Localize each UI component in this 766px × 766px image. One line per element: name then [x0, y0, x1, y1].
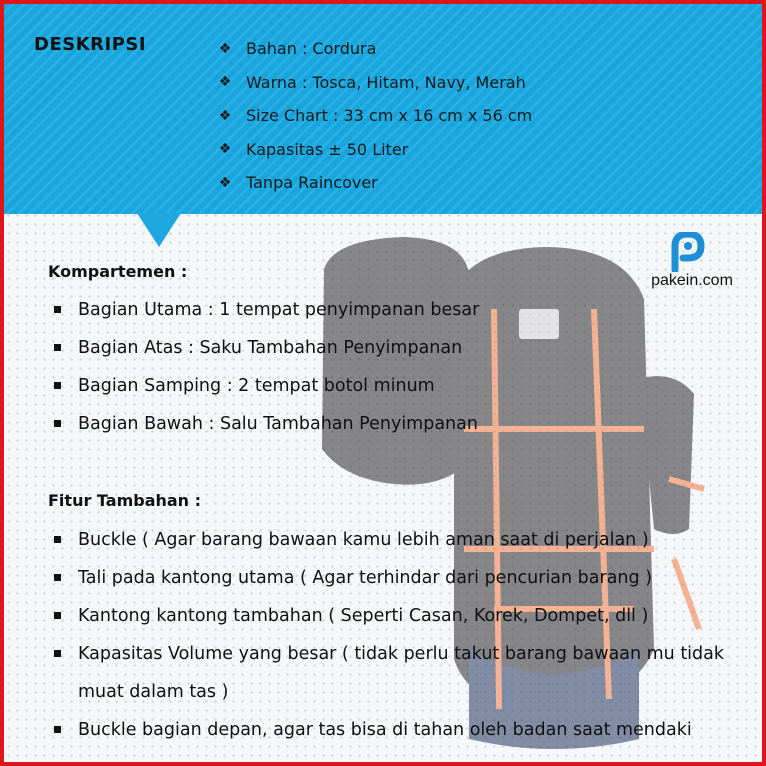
diamond-bullet-icon: ❖ — [218, 141, 232, 158]
fitur-list — [48, 521, 758, 749]
list-item: Bagian Bawah : Salu Tambahan Penyimpanan — [48, 405, 479, 443]
list-item: Bagian Atas : Saku Tambahan Penyimpanan — [48, 329, 479, 367]
list-item: Buckle ( Agar barang bawaan kamu lebih aman saat di perjalan ) — [48, 521, 758, 559]
list-item: Tali pada kantong utama ( Agar terhindar dari pencurian barang ) — [48, 559, 758, 597]
square-bullet-icon — [54, 382, 61, 389]
pakein-logo-icon — [667, 232, 707, 272]
spec-item: ❖ Bahan : Cordura — [216, 32, 532, 66]
square-bullet-icon — [54, 726, 61, 733]
spec-item: ❖ Kapasitas ± 50 Liter — [216, 133, 532, 167]
diamond-bullet-icon: ❖ — [218, 40, 232, 57]
spec-item: ❖ Tanpa Raincover — [216, 166, 532, 200]
kompartemen-list — [48, 291, 479, 443]
list-item: Bagian Samping : 2 tempat botol minum — [48, 367, 479, 405]
spec-item: ❖ Size Chart : 33 cm x 16 cm x 56 cm — [216, 99, 532, 133]
section-title-deskripsi: DESKRIPSI — [34, 34, 147, 55]
list-item: Kantong kantong tambahan ( Seperti Casan, Korek, Dompet, dll ) — [48, 597, 758, 635]
list-item: Kapasitas Volume yang besar ( tidak perlu takut barang bawaan mu tidak muat dalam tas ) — [48, 635, 758, 711]
header-notch — [137, 213, 181, 247]
section-title-kompartemen: Kompartemen : — [48, 262, 188, 281]
square-bullet-icon — [54, 536, 61, 543]
spec-item: ❖ Warna : Tosca, Hitam, Navy, Merah — [216, 66, 532, 100]
diamond-bullet-icon: ❖ — [218, 174, 232, 191]
square-bullet-icon — [54, 574, 61, 581]
square-bullet-icon — [54, 306, 61, 313]
spec-list — [216, 32, 532, 200]
square-bullet-icon — [54, 420, 61, 427]
list-item: Bagian Utama : 1 tempat penyimpanan besar — [48, 291, 479, 329]
diamond-bullet-icon: ❖ — [218, 107, 232, 124]
list-item: Buckle bagian depan, agar tas bisa di tahan oleh badan saat mendaki — [48, 711, 758, 749]
brand-logo — [637, 232, 747, 302]
square-bullet-icon — [54, 650, 61, 657]
diamond-bullet-icon: ❖ — [218, 74, 232, 91]
square-bullet-icon — [54, 612, 61, 619]
section-title-fitur: Fitur Tambahan : — [48, 491, 202, 510]
brand-name: pakein.com — [651, 272, 733, 289]
square-bullet-icon — [54, 344, 61, 351]
